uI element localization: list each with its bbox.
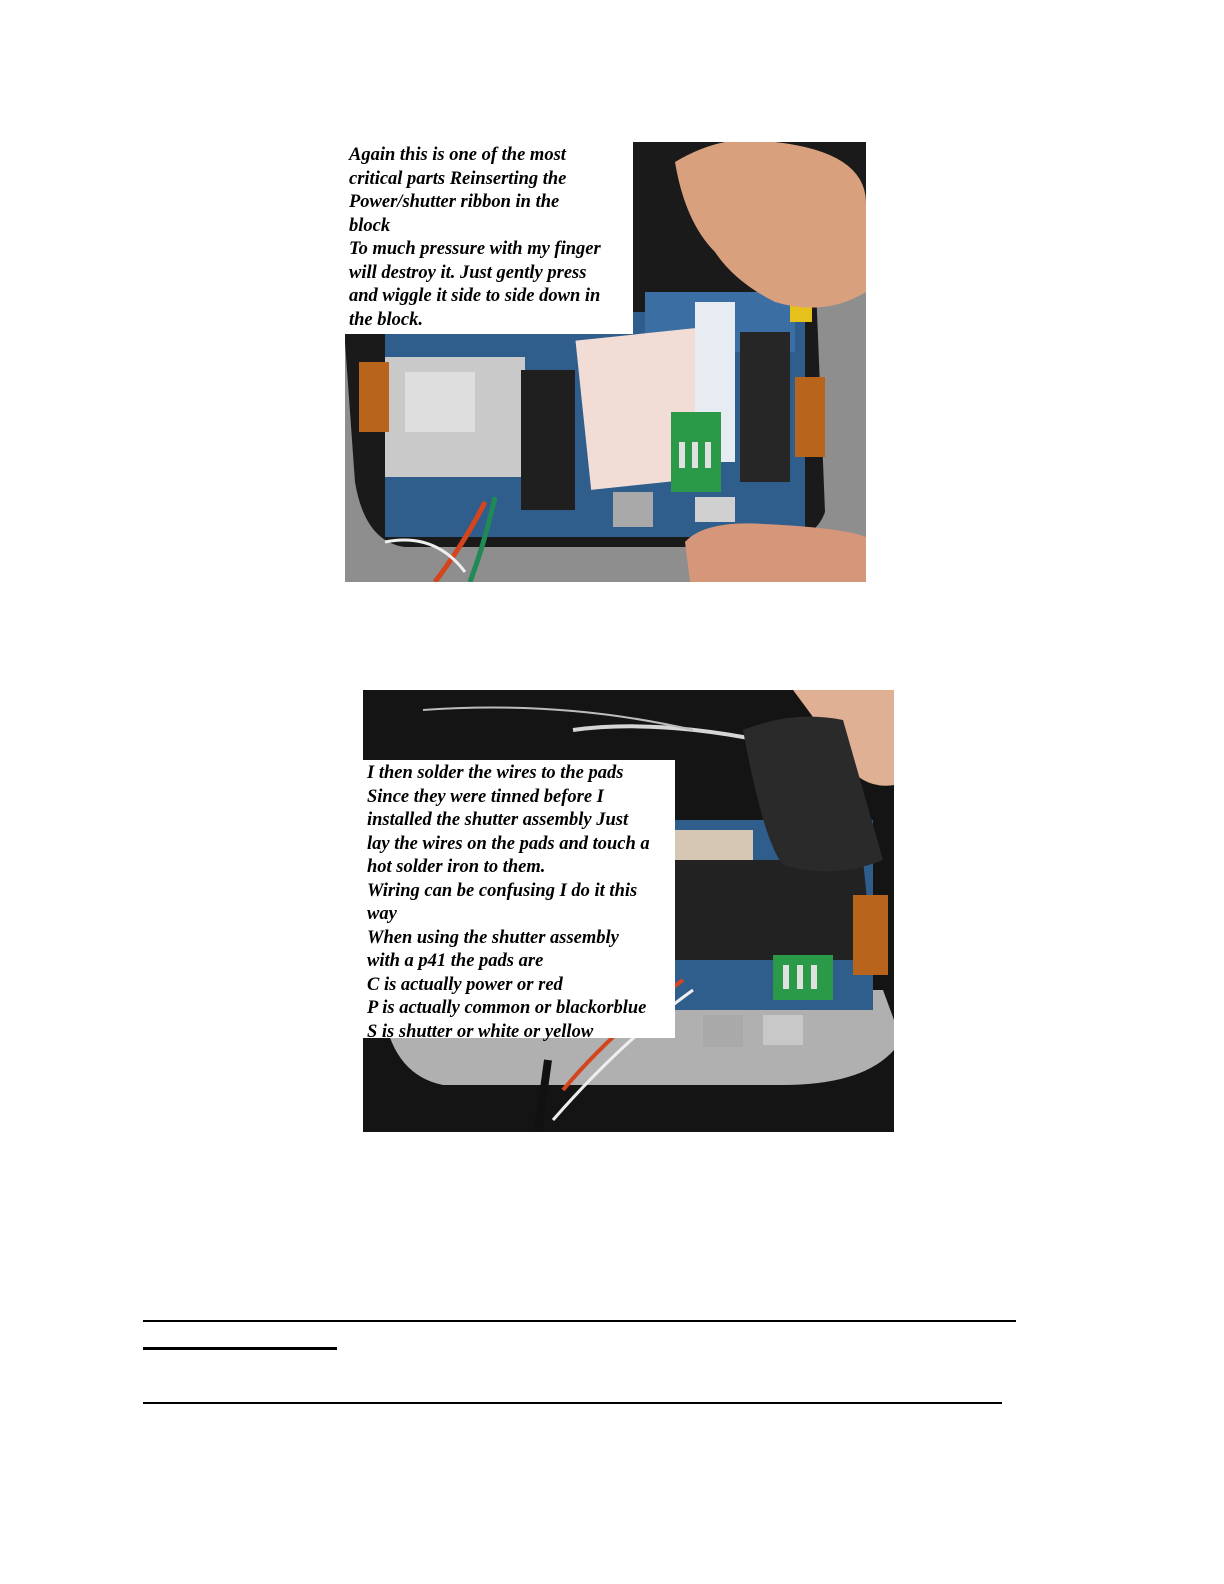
black-tape (673, 860, 873, 960)
caption-line: the block. (349, 309, 423, 330)
caption-line: block (349, 215, 391, 236)
caption-line: installed the shutter assembly Just (367, 810, 629, 830)
caption-line: Again this is one of the most (349, 145, 566, 165)
photo-2-caption (363, 760, 675, 1042)
photo-1-caption (345, 142, 633, 334)
black-tape (521, 370, 575, 510)
caption-line: way (367, 904, 397, 924)
flex-cable-left (359, 362, 389, 432)
caption-line: lay the wires on the pads and touch a (367, 833, 650, 854)
caption-line: Since they were tinned before I (367, 786, 604, 807)
caption-line: and wiggle it side to side down in (349, 286, 601, 306)
caption-line: P is actually common or blackorblue (367, 998, 647, 1018)
rule-line (143, 1402, 1002, 1404)
thumb-bottom (685, 523, 866, 582)
rule-line (143, 1320, 1016, 1322)
caption-line: C is actually power or red (367, 974, 563, 995)
caption-line: hot solder iron to them. (367, 857, 546, 877)
caption-line: Wiring can be confusing I do it this (367, 880, 638, 901)
flex-cable (853, 895, 888, 975)
caption-line: To much pressure with my finger (349, 239, 601, 259)
flex-cable-right (795, 377, 825, 457)
caption-line: Power/shutter ribbon in the (349, 192, 560, 212)
rule-line-short (143, 1347, 337, 1350)
caption-line: S is shutter or white or yellow (367, 1021, 594, 1042)
caption-line: with a p41 the pads are (367, 951, 544, 971)
caption-line: When using the shutter assembly (367, 927, 619, 948)
caption-line: I then solder the wires to the pads (367, 763, 624, 783)
caption-line: critical parts Reinserting the (349, 168, 567, 189)
caption-line: will destroy it. Just gently press (349, 262, 587, 283)
